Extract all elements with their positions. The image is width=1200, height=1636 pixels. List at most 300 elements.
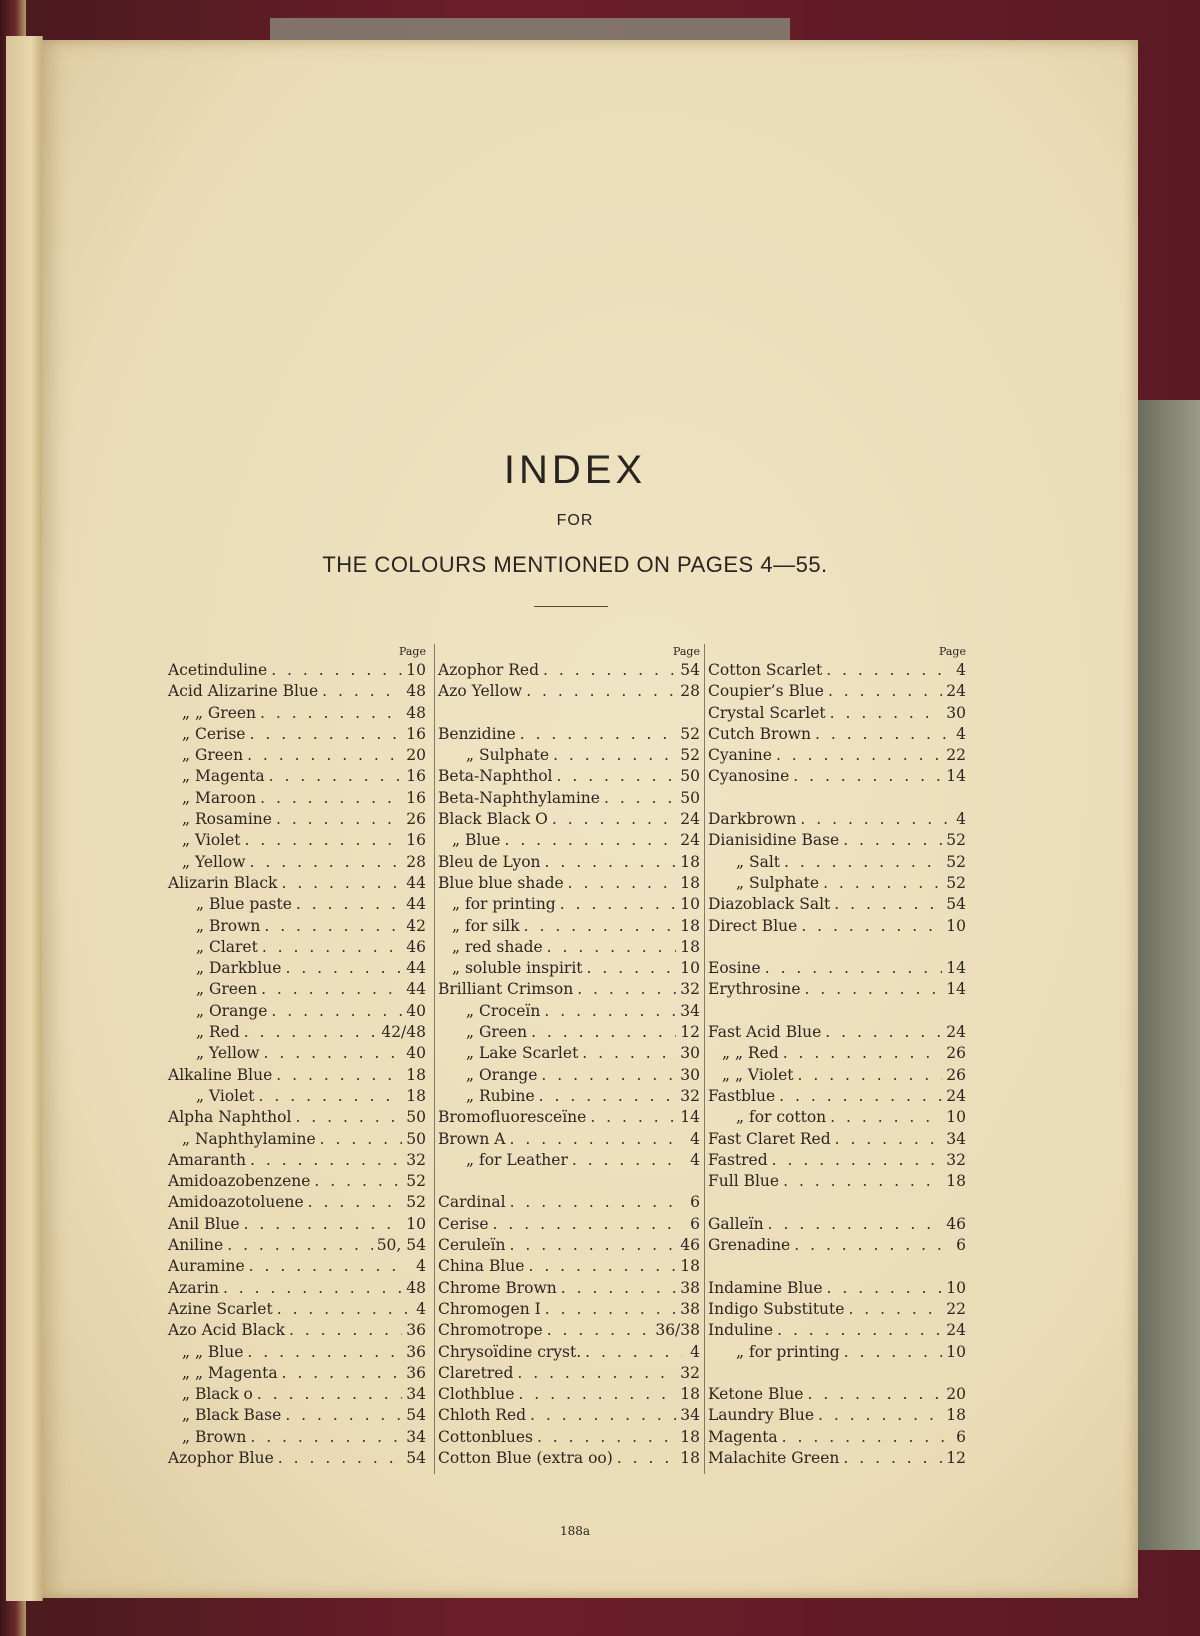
leader-dots [587,958,677,979]
index-entry [168,1022,426,1043]
page-column-heading: Page [672,645,700,658]
entry-page: 22 [946,746,966,765]
leader-dots [308,1192,403,1213]
entry-page: 28 [680,682,700,701]
entry-label: Amidoazobenzene [168,1172,311,1191]
column-divider [704,644,705,1474]
entry-label: Alkaline Blue [168,1065,273,1084]
index-entry [438,1043,700,1064]
entry-label: „ „ Blue [182,1342,244,1361]
page-subtitle: THE COLOURS MENTIONED ON PAGES 4—55. [322,552,828,577]
index-entry [168,916,426,937]
entry-label: Indigo Substitute [708,1299,845,1318]
entry-label: Cottonblues [438,1427,533,1446]
index-entry [708,681,966,702]
leader-dots [545,852,677,873]
entry-page: 10 [946,1108,966,1127]
entry-label: „ Salt [736,852,781,871]
leader-dots [281,873,402,894]
entry-page: 4 [416,1299,426,1318]
index-entry [708,766,966,787]
leader-dots [572,1150,682,1171]
entry-label: „ Blue paste [196,895,292,914]
entry-page: 22 [946,1299,966,1318]
leader-dots [249,1256,408,1277]
entry-label: Crystal Scarlet [708,703,826,722]
leader-dots [320,1129,403,1150]
leader-dots [617,1448,676,1469]
entry-page: 34 [680,1406,700,1425]
entry-page: 34 [946,1129,966,1148]
entry-page: 52 [680,746,700,765]
entry-page: 44 [406,980,426,999]
entry-page: 48 [406,682,426,701]
leader-dots [223,1278,402,1299]
index-entry [438,681,700,702]
leader-dots [830,1107,942,1128]
leader-dots [765,958,943,979]
index-entry [168,1342,426,1363]
index-entry [708,1384,966,1405]
leader-dots [784,852,942,873]
leader-dots [528,1256,676,1277]
index-entry [708,830,966,851]
index-entry [168,788,426,809]
index-entry [708,1107,966,1128]
leader-dots [314,1171,402,1192]
leader-dots [247,1342,402,1363]
index-entry [168,979,426,1000]
index-entry [168,1192,426,1213]
index-column-3 [708,644,966,1469]
entry-page: 48 [406,703,426,722]
entry-page: 16 [406,788,426,807]
entry-page: 46 [406,937,426,956]
leader-dots [783,1043,943,1064]
entry-label: Anil Blue [168,1214,240,1233]
index-entry [168,1448,426,1469]
entry-page: 24 [680,810,700,829]
index-entry [168,873,426,894]
entry-label: Cardinal [438,1193,506,1212]
index-entry [168,766,426,787]
index-entry [438,873,700,894]
index-entry [708,1299,966,1320]
index-gap [708,1192,966,1213]
entry-label: „ Cerise [182,724,246,743]
leader-dots [493,1214,682,1235]
entry-page: 18 [680,1385,700,1404]
index-entry [708,1320,966,1341]
entry-page: 20 [946,1385,966,1404]
entry-page: 46 [946,1214,966,1233]
entry-page: 24 [946,1023,966,1042]
entry-page: 30 [680,1065,700,1084]
index-entry [438,958,700,979]
leader-dots [285,1405,402,1426]
entry-page: 18 [680,1257,700,1276]
leader-dots [848,1299,942,1320]
entry-label: Malachite Green [708,1448,840,1467]
entry-page: 10 [406,661,426,679]
leader-dots [825,1022,942,1043]
index-entry [438,1363,700,1384]
leader-dots [259,1086,403,1107]
entry-label: „ „ Green [182,703,257,722]
entry-page: 16 [406,831,426,850]
index-entry [708,1427,966,1448]
entry-label: Coupier’s Blue [708,682,824,701]
entry-page: 24 [946,1321,966,1340]
entry-label: „ „ Red [722,1044,779,1063]
entry-label: Darkbrown [708,810,797,829]
index-entry [708,1278,966,1299]
leader-dots [520,724,677,745]
index-entry [438,1299,700,1320]
entry-label: Galleïn [708,1214,764,1233]
leader-dots [552,809,676,830]
index-entry [168,1299,426,1320]
entry-label: „ Sulphate [736,873,820,892]
leader-dots [541,1065,676,1086]
index-entry [708,1448,966,1469]
leader-dots [531,1022,676,1043]
entry-page: 26 [946,1044,966,1063]
index-entry [168,1320,426,1341]
leader-dots [834,894,942,915]
entry-page: 18 [680,1427,700,1446]
index-entry [708,1405,966,1426]
entry-page: 10 [406,1214,426,1233]
entry-label: Acid Alizarine Blue [168,682,319,701]
entry-page: 40 [406,1044,426,1063]
leader-dots [582,1043,676,1064]
entry-label: Erythrosine [708,980,801,999]
index-entry [438,1405,700,1426]
index-entry [438,1086,700,1107]
index-entry [438,1001,700,1022]
column-divider [434,644,435,1474]
index-entry [708,1086,966,1107]
entry-label: „ Claret [196,937,258,956]
index-entry [708,979,966,1000]
index-gap [708,937,966,958]
entry-label: Ceruleïn [438,1236,506,1255]
entry-label: Cyanine [708,746,772,765]
index-gap [708,1256,966,1277]
entry-label: Chromogen I [438,1299,541,1318]
index-entry [168,958,426,979]
index-entry [438,1065,700,1086]
entry-page: 4 [690,1150,700,1169]
leader-dots [539,1086,677,1107]
leader-dots [577,979,676,1000]
leader-dots [262,937,402,958]
leader-dots [322,681,402,702]
entry-label: „ Violet [196,1086,255,1105]
leader-dots [271,660,402,681]
index-entry [708,1171,966,1192]
entry-label: Alpha Naphthol [168,1108,292,1127]
leader-dots [296,894,402,915]
entry-label: Cotton Scarlet [708,661,823,679]
index-entry [438,1129,700,1150]
leader-dots [227,1235,372,1256]
index-entry [708,894,966,915]
index-entry [168,724,426,745]
index-entry [708,1022,966,1043]
leader-dots [295,1107,402,1128]
entry-page: 26 [406,810,426,829]
entry-label: „ Brown [182,1427,247,1446]
entry-label: „ Violet [182,831,241,850]
leader-dots [553,745,676,766]
title-rule [534,606,608,607]
entry-label: Brilliant Crimson [438,980,574,999]
entry-label: Azo Yellow [438,682,523,701]
leader-dots [830,703,943,724]
index-entry [168,1278,426,1299]
leader-dots [797,1065,942,1086]
entry-page: 50, 54 [376,1236,426,1255]
index-entry [708,1065,966,1086]
entry-label: „ Naphthylamine [182,1129,316,1148]
leader-dots [260,703,402,724]
index-entry [438,1192,700,1213]
leader-dots [276,809,402,830]
leader-dots [843,830,942,851]
leader-dots [823,873,942,894]
index-entry [438,937,700,958]
leader-dots [561,1278,677,1299]
entry-label: „ red shade [452,937,543,956]
entry-page: 4 [690,1342,700,1361]
entry-page: 32 [680,1086,700,1105]
leader-dots [547,937,677,958]
leader-dots [510,1235,677,1256]
leader-dots [544,1001,676,1022]
entry-page: 28 [406,852,426,871]
leader-dots [510,1129,682,1150]
entry-label: Black Black O [438,810,548,829]
entry-page: 38 [680,1299,700,1318]
entry-label: „ Green [196,980,258,999]
entry-page: 18 [680,873,700,892]
entry-page: 54 [680,661,700,679]
entry-page: 16 [406,724,426,743]
leader-dots [793,766,942,787]
entry-label: Grenadine [708,1236,791,1255]
index-entry [168,1214,426,1235]
index-entry [438,1022,700,1043]
entry-label: „ Maroon [182,788,257,807]
entry-label: Laundry Blue [708,1406,815,1425]
entry-label: Aniline [168,1236,224,1255]
leader-dots [800,809,948,830]
index-entry [168,830,426,851]
index-entry [438,1427,700,1448]
entry-page: 24 [680,831,700,850]
index-gap [438,1171,700,1192]
entry-page: 42/48 [381,1023,426,1042]
entry-page: 44 [406,873,426,892]
leader-dots [285,958,402,979]
entry-page: 34 [406,1427,426,1446]
index-entry [168,703,426,724]
entry-label: „ Brown [196,916,261,935]
entry-label: Cotton Blue (extra oo) [438,1448,613,1467]
leader-dots [782,1427,948,1448]
entry-label: Induline [708,1321,774,1340]
entry-page: 24 [946,682,966,701]
entry-page: 36/38 [655,1321,700,1340]
index-entry [168,1150,426,1171]
index-entry [438,1448,700,1469]
leader-dots [277,1299,408,1320]
leader-dots [257,1384,402,1405]
entry-page: 50 [680,788,700,807]
index-entry [168,1001,426,1022]
entry-page: 18 [680,1448,700,1467]
entry-label: Chrome Brown [438,1278,557,1297]
entry-label: Claretred [438,1363,514,1382]
entry-label: Cerise [438,1214,489,1233]
entry-page: 20 [406,746,426,765]
leader-dots [556,766,676,787]
index-entry [708,809,966,830]
entry-page: 4 [690,1129,700,1148]
entry-label: „ Blue [452,831,501,850]
page-number: 188a [559,1524,591,1538]
entry-label: Amidoazotoluene [168,1193,304,1212]
index-entry [708,745,966,766]
entry-page: 44 [406,895,426,914]
entry-page: 30 [946,703,966,722]
entry-label: Bromofluoresceïne [438,1108,587,1127]
entry-label: Fast Acid Blue [708,1023,822,1042]
entry-page: 18 [406,1065,426,1084]
entry-page: 4 [956,724,966,743]
index-entry [168,852,426,873]
leader-dots [524,916,677,937]
entry-label: „ „ Violet [722,1065,794,1084]
index-entry [708,703,966,724]
entry-label: Dianisidine Base [708,831,840,850]
entry-page: 14 [946,767,966,786]
leader-dots [289,1320,402,1341]
index-entry [438,1384,700,1405]
index-entry [168,937,426,958]
entry-label: Magenta [708,1427,778,1446]
index-entry [438,745,700,766]
leader-dots [250,852,403,873]
entry-page: 16 [406,767,426,786]
entry-label: Beta-Naphthol [438,767,553,786]
entry-page: 38 [680,1278,700,1297]
entry-page: 54 [946,895,966,914]
leader-dots [826,660,948,681]
index-entry [438,852,700,873]
entry-page: 12 [680,1023,700,1042]
entry-label: „ Green [182,746,244,765]
leader-dots [250,1150,402,1171]
entry-page: 34 [680,1001,700,1020]
title-for: FOR [556,512,594,529]
index-entry [168,1065,426,1086]
index-entry [708,1342,966,1363]
entry-label: Brown A [438,1129,506,1148]
index-entry [168,1363,426,1384]
entry-page: 54 [406,1448,426,1467]
entry-page: 48 [406,1278,426,1297]
leader-dots [604,788,676,809]
leader-dots [504,830,676,851]
entry-page: 32 [406,1150,426,1169]
entry-page: 32 [680,1363,700,1382]
entry-label: Eosine [708,959,761,978]
entry-label: Azine Scarlet [168,1299,273,1318]
index-entry [438,660,700,681]
index-entry [168,1107,426,1128]
entry-page: 42 [406,916,426,935]
page-title: INDEX [503,448,647,492]
leader-dots [779,1086,942,1107]
leader-dots [264,916,402,937]
entry-label: „ soluble inspirit [452,959,583,978]
leader-dots [547,1320,652,1341]
leader-dots [264,1043,403,1064]
entry-label: Cutch Brown [708,724,812,743]
entry-page: 10 [946,1278,966,1297]
index-entry [438,788,700,809]
leader-dots [282,1363,403,1384]
entry-page: 14 [680,1108,700,1127]
entry-label: „ Lake Scarlet [466,1044,579,1063]
entry-page: 52 [406,1193,426,1212]
leader-dots [530,1405,676,1426]
entry-label: Azophor Red [438,661,540,679]
index-entry [168,809,426,830]
leader-dots [271,1001,402,1022]
leader-dots [794,1235,948,1256]
entry-label: Ketone Blue [708,1385,804,1404]
entry-label: Acetinduline [168,661,268,679]
entry-page: 12 [946,1448,966,1467]
entry-label: „ Orange [196,1001,268,1020]
entry-page: 52 [406,1172,426,1191]
entry-label: „ Yellow [182,852,246,871]
leader-dots [244,1022,378,1043]
leader-dots [543,660,676,681]
index-entry [708,852,966,873]
entry-label: „ „ Magenta [182,1363,278,1382]
index-entry [708,660,966,681]
entry-label: Amaranth [168,1150,246,1169]
page-column-heading: Page [398,645,426,658]
entry-page: 52 [946,831,966,850]
leader-dots [843,1448,942,1469]
entry-label: Auramine [168,1257,245,1276]
entry-label: Full Blue [708,1172,780,1191]
leader-dots [247,745,402,766]
entry-page: 6 [956,1427,966,1446]
entry-page: 24 [946,1086,966,1105]
index-entry [438,916,700,937]
entry-label: Azarin [168,1278,219,1297]
leader-dots [278,1448,402,1469]
entry-label: Alizarin Black [168,873,278,892]
leader-dots [805,979,943,1000]
